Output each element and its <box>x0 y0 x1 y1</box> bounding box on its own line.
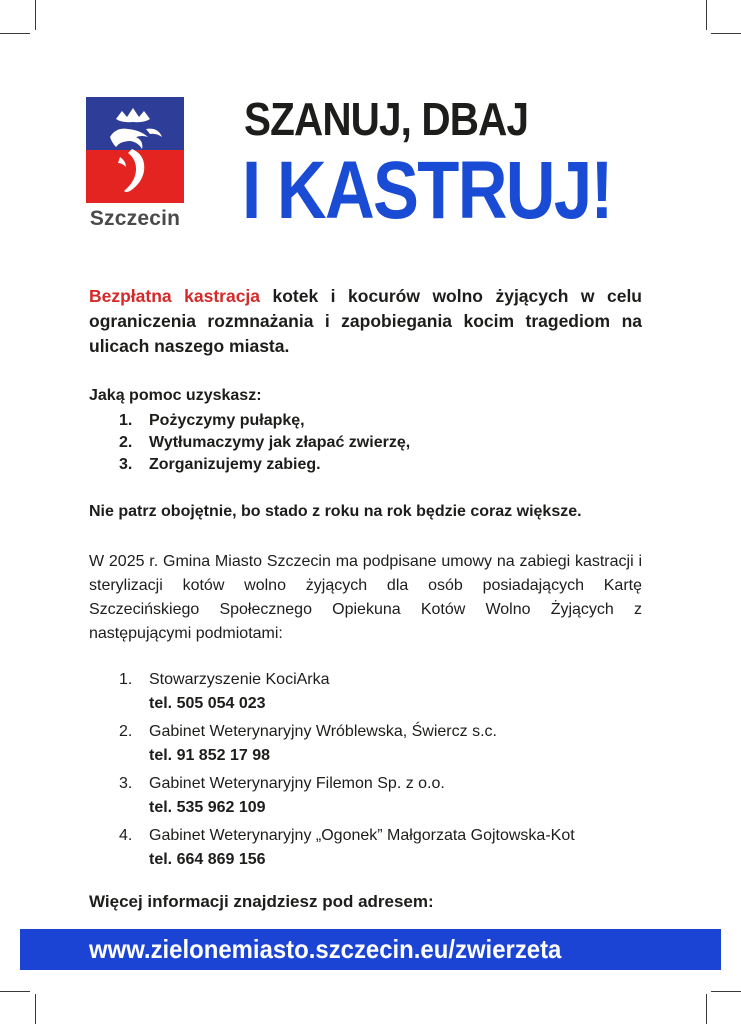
list-text: Pożyczymy pułapkę, <box>149 412 305 429</box>
list-item <box>89 772 642 820</box>
city-flag <box>86 97 184 203</box>
logo-city-name: Szczecin <box>89 207 181 230</box>
crop-mark-top-right-v <box>706 0 707 30</box>
entity-phone: tel. 91 852 17 98 <box>149 747 270 764</box>
list-number: 3. <box>119 456 133 473</box>
crop-mark-top-left-h <box>0 33 30 34</box>
entity-name: Gabinet Weterynaryjny „Ogonek” Małgorzata Gojtowska-Kot <box>149 827 575 844</box>
intro-text: kotek i kocurów wolno żyjących w celu ograniczenia rozmnażania i zapobiegania kocim tragediom na ulicach naszego miasta. <box>89 286 642 356</box>
szczecin-logo <box>86 97 184 231</box>
crop-mark-bottom-right-v <box>706 994 707 1024</box>
entity-name: Stowarzyszenie KociArka <box>149 671 330 688</box>
list-text: Zorganizujemy zabieg. <box>149 456 321 473</box>
list-number: 2. <box>119 434 133 451</box>
list-item <box>89 454 642 476</box>
entity-phone: tel. 664 869 156 <box>149 851 266 868</box>
crop-mark-top-right-h <box>711 33 741 34</box>
list-item <box>89 410 642 432</box>
list-number: 1. <box>119 671 133 688</box>
list-item <box>89 668 642 716</box>
intro-highlight: Bezpłatna kastracja <box>89 286 261 306</box>
entity-phone: tel. 535 962 109 <box>149 799 266 816</box>
entity-name: Gabinet Weterynaryjny Filemon Sp. z o.o. <box>149 775 445 792</box>
entity-phone: tel. 505 054 023 <box>149 695 266 712</box>
notice-text: Nie patrz obojętnie, bo stado z roku na rok będzie coraz większe. <box>89 503 582 520</box>
crop-mark-bottom-right-h <box>711 991 741 992</box>
griffin-head-icon <box>86 97 184 203</box>
list-number: 2. <box>119 723 133 740</box>
main-content <box>89 284 642 876</box>
agreement-paragraph: W 2025 r. Gmina Miasto Szczecin ma podpisane umowy na zabiegi kastracji i sterylizacji kotów wolno żyjących dla osób posiadających Kartę Szczecińskiego Społecznego Opiekuna Kotów Wolno Żyjących z następującymi podmiotami: <box>89 553 642 642</box>
list-item <box>89 720 642 768</box>
crop-mark-bottom-left-h <box>0 991 30 992</box>
list-item <box>89 824 642 872</box>
headline-line1: SZANUJ, DBAJ <box>244 93 529 145</box>
entities-list <box>89 668 642 872</box>
list-number: 3. <box>119 775 133 792</box>
list-item <box>89 432 642 454</box>
crop-mark-bottom-left-v <box>35 994 36 1024</box>
list-text: Wytłumaczymy jak złapać zwierzę, <box>149 434 411 451</box>
headline-line2: I KASTRUJ! <box>242 145 612 236</box>
intro-paragraph <box>89 284 642 359</box>
help-title: Jaką pomoc uzyskasz: <box>89 387 262 404</box>
entity-name: Gabinet Weterynaryjny Wróblewska, Świercz s.c. <box>149 723 497 740</box>
crop-mark-top-left-v <box>35 0 36 30</box>
more-info-text: Więcej informacji znajdziesz pod adresem: <box>89 892 434 911</box>
website-link[interactable]: www.zielonemiasto.szczecin.eu/zwierzeta <box>89 934 562 964</box>
list-number: 1. <box>119 412 133 429</box>
help-list <box>89 410 642 476</box>
url-bar <box>20 929 721 970</box>
list-number: 4. <box>119 827 133 844</box>
